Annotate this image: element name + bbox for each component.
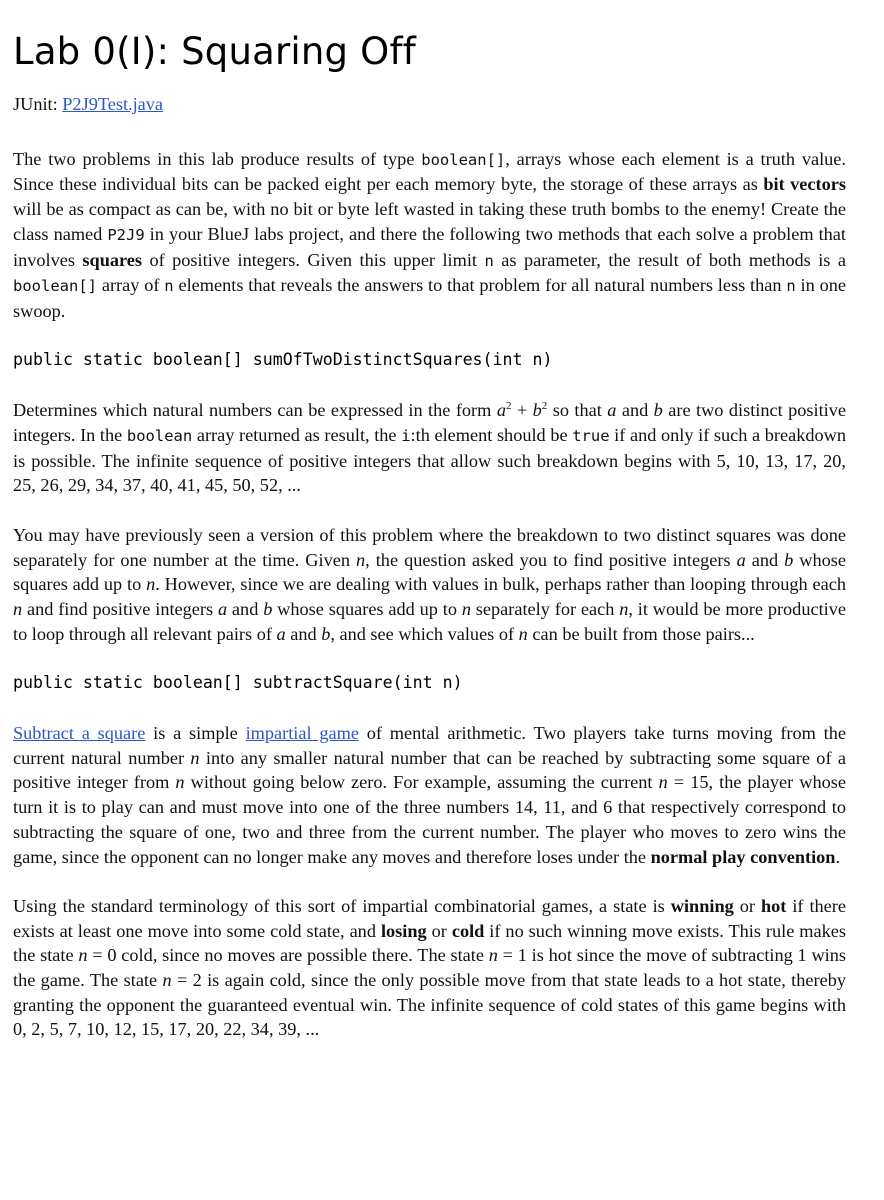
intro-text: The two problems in this lab produce results of type	[13, 148, 422, 169]
desc-text: = 2 is again cold, since the only possible move from that state leads to a hot state, thereby granting the opponent the guaranteed eventual win. The infinite sequence of cold states of this game begins with 0, 2, 5, 7, 10, 12, 15, 17, 20, 22, 34, 39, ...	[13, 970, 846, 1040]
var-a: a	[217, 598, 228, 619]
desc-text: Determines which natural numbers can be expressed in the form	[13, 400, 497, 421]
desc-text: = 1 is hot since the move of subtracting 1 wins the game. The state	[13, 945, 846, 991]
method1-explanation	[13, 523, 846, 647]
junit-test-link[interactable]: P2J9Test.java	[62, 94, 164, 114]
desc-text: , and see which values of	[330, 623, 519, 644]
var-n: n	[518, 623, 528, 644]
desc-text: whose squares add up to	[13, 549, 846, 595]
var-n: n	[356, 549, 366, 570]
desc-text: and	[285, 623, 322, 644]
desc-text: of mental arithmetic. Two players take turns moving from the current natural number	[13, 723, 847, 768]
code-n: n	[164, 277, 174, 296]
method1-description	[13, 398, 846, 498]
desc-text: and find positive integers	[22, 598, 218, 619]
desc-text: if and only if such a breakdown is possible. The infinite sequence of positive integers that allow such breakdown begins with 5, 10, 13, 17, 20, 25, 26, 29, 34, 37, 40, 41, 45, 50, 52, ...	[13, 425, 847, 496]
var-b: b	[653, 400, 663, 421]
var-n: n	[488, 945, 498, 966]
var-n: n	[619, 598, 629, 619]
intro-text: , arrays whose each element is a truth value. Since these individual bits can be packed eight per each memory byte, the storage of these arrays as	[13, 148, 846, 195]
desc-text: = 15, the player whose turn it is to play can and must move into one of the three numbers 14, 11, and 6 that respectively correspond to subtracting the square of one, two and three from the current number. The player who moves to zero wins the game, since the opponent can no longer make any moves and therefore loses under the	[13, 772, 846, 867]
desc-text: .	[835, 846, 841, 867]
desc-text: separately for each	[470, 598, 620, 619]
var-n: n	[658, 772, 668, 793]
junit-line	[13, 92, 846, 117]
var-a: a	[607, 400, 617, 421]
desc-text: or	[426, 920, 452, 941]
var-n: n	[162, 970, 172, 991]
desc-text: is a simple	[145, 723, 246, 744]
method2-terminology	[13, 894, 846, 1042]
intro-text: in one swoop.	[13, 275, 846, 321]
method-signature-sum-of-two-distinct-squares: public static boolean[] sumOfTwoDistinctSquares(int n)	[13, 350, 553, 370]
superscript-2: 2	[505, 400, 512, 413]
intro-text: will be as compact as can be, with no bit or byte left wasted in taking these truth bombs to the enemy! Create the class named	[13, 199, 846, 244]
plus-sign: +	[511, 400, 533, 421]
desc-text: , it would be more productive to loop through all relevant pairs of	[13, 598, 846, 644]
desc-text: :th element should be	[410, 425, 573, 446]
desc-text: and	[616, 400, 654, 421]
desc-text: without going below zero. For example, assuming the current	[184, 772, 659, 793]
method-signature-subtract-square: public static boolean[] subtractSquare(int n)	[13, 673, 463, 693]
bold-winning: winning	[670, 895, 734, 916]
intro-text: in your BlueJ labs project, and there the following two methods that each solve a problem that involves	[13, 223, 846, 270]
desc-text: into any smaller natural number that can be reached by subtracting some square of a positive integer from	[13, 747, 846, 793]
code-n: n	[484, 251, 494, 270]
desc-text: Using the standard terminology of this sort of impartial combinatorial games, a state is	[13, 895, 671, 916]
code-boolean: boolean	[126, 427, 193, 446]
desc-text: can be built from those pairs...	[527, 623, 755, 644]
desc-text: and	[745, 549, 785, 570]
desc-text: if there exists at least one move into some cold state, and	[13, 895, 846, 941]
bold-squares: squares	[82, 249, 143, 270]
junit-label: JUnit:	[13, 94, 63, 114]
subtract-a-square-link[interactable]: Subtract a square	[13, 723, 146, 744]
desc-text: if no such winning move exists. This rule makes the state	[13, 920, 846, 966]
var-b: b	[263, 598, 273, 619]
var-n: n	[78, 945, 88, 966]
intro-paragraph	[13, 147, 846, 324]
method2-description	[13, 721, 846, 869]
impartial-game-link[interactable]: impartial game	[245, 723, 359, 744]
intro-text: array of	[97, 275, 165, 296]
desc-text: or	[733, 895, 761, 916]
desc-text: , the question asked you to find positive integers	[365, 549, 737, 570]
var-b: b	[532, 400, 542, 421]
desc-text: . However, since we are dealing with values in bulk, perhaps rather than looping through each	[155, 574, 846, 595]
var-n: n	[190, 747, 200, 768]
bold-cold: cold	[451, 920, 485, 941]
code-true: true	[572, 427, 610, 446]
bold-bit-vectors: bit vectors	[763, 174, 846, 195]
desc-text: array returned as result, the	[192, 425, 402, 446]
desc-text: = 0 cold, since no moves are possible there. The state	[87, 945, 489, 966]
desc-text: so that	[547, 400, 608, 421]
page-title: Lab 0(I): Squaring Off	[13, 30, 416, 73]
var-n: n	[13, 598, 23, 619]
desc-text: are two distinct positive integers. In the	[13, 400, 847, 446]
bold-losing: losing	[380, 920, 427, 941]
var-b: b	[321, 623, 331, 644]
desc-text: whose squares add up to	[272, 598, 462, 619]
var-a: a	[496, 400, 506, 421]
code-i: i	[401, 427, 411, 446]
intro-text: as parameter, the result of both methods is a	[493, 249, 846, 270]
var-n: n	[146, 574, 156, 595]
var-b: b	[784, 549, 794, 570]
var-n: n	[461, 598, 471, 619]
var-a: a	[736, 549, 746, 570]
intro-text: elements that reveals the answers to that problem for all natural numbers less than	[173, 275, 787, 296]
code-class-name: P2J9	[107, 225, 145, 244]
var-a: a	[276, 623, 286, 644]
code-boolean-array: boolean[]	[421, 150, 506, 169]
bold-hot: hot	[760, 895, 787, 916]
var-n: n	[175, 772, 185, 793]
code-n: n	[786, 277, 796, 296]
bold-normal-play-convention: normal play convention	[650, 846, 836, 867]
superscript-2: 2	[541, 400, 548, 413]
code-boolean-array: boolean[]	[13, 277, 97, 296]
desc-text: You may have previously seen a version of this problem where the breakdown to two distinct squares was done separately for one number at the time. Given	[13, 524, 846, 570]
intro-text: of positive integers. Given this upper limit	[142, 249, 485, 270]
desc-text: and	[227, 598, 264, 619]
